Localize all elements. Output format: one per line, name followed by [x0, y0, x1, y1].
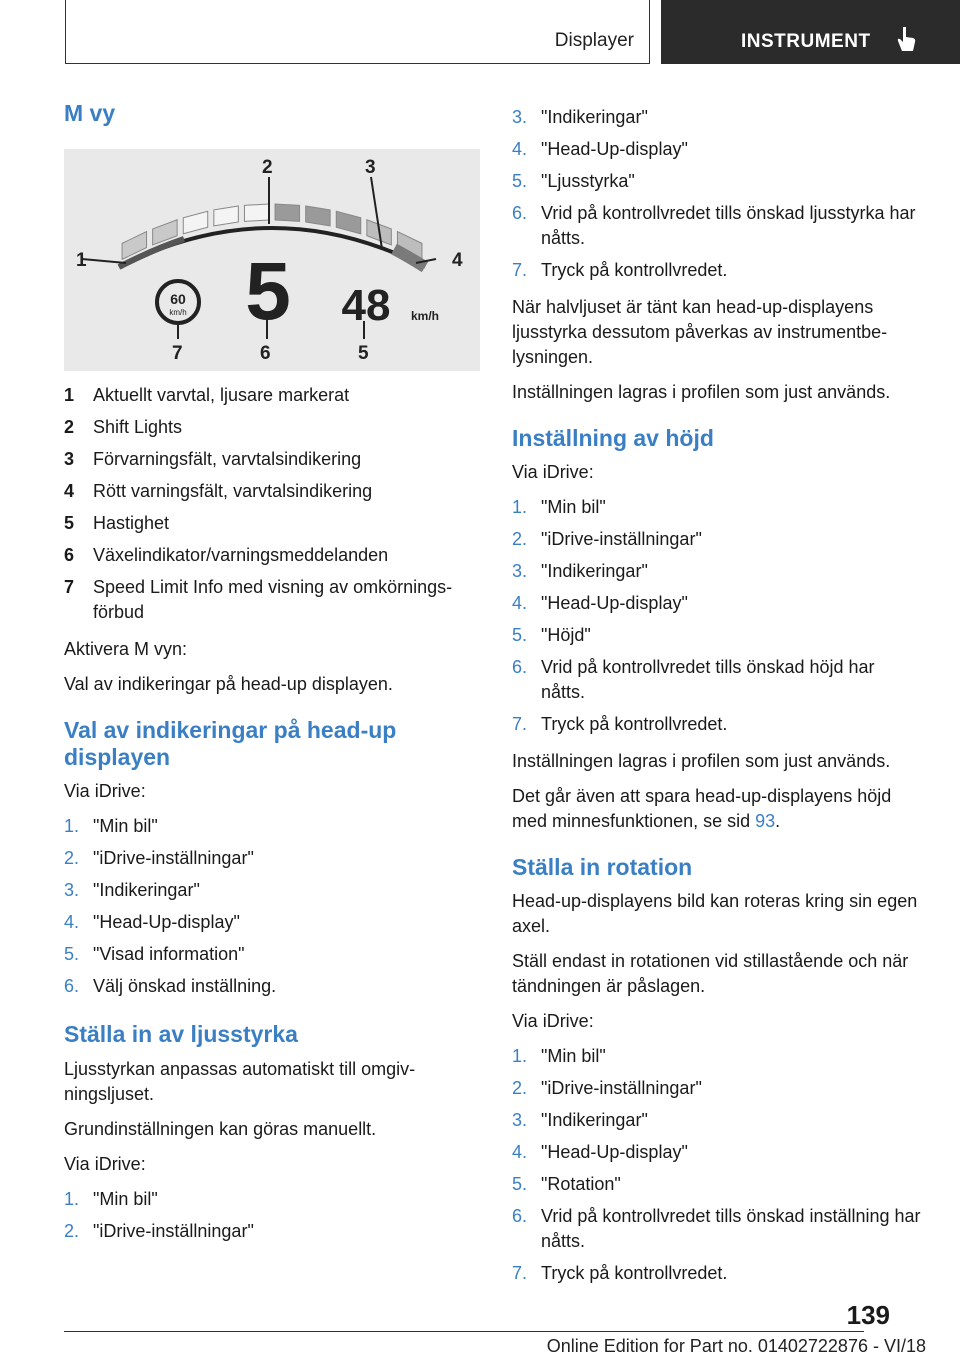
item-text: "Min bil" — [541, 497, 606, 518]
item-text: "Indikeringar" — [541, 561, 648, 582]
pointing-hand-icon — [895, 25, 919, 53]
saved-text-1: Inställningen lagras i profilen som just används. — [512, 382, 891, 402]
item-number: 4. — [512, 593, 528, 614]
shift-light-segment — [275, 204, 299, 221]
item-number: 2. — [64, 848, 80, 869]
shift-light-segment — [336, 211, 360, 234]
page-header — [0, 0, 960, 66]
list-item — [512, 527, 922, 552]
list-item — [64, 447, 480, 472]
item-number: 1. — [512, 497, 528, 518]
item-number: 7. — [512, 1263, 528, 1284]
item-number: 7 — [64, 577, 75, 598]
item-text: "Indikeringar" — [93, 880, 200, 901]
steps-ljus-b — [512, 105, 922, 283]
heading-val-av-indikeringar: Val av indikeringar på head-up displayen — [64, 717, 397, 771]
item-text: Vrid på kontrollvredet tills önskad inställning har nåtts. — [541, 1206, 921, 1252]
item-text: "Indikeringar" — [541, 107, 648, 127]
select-text: Val av indikeringar på head-up displayen. — [64, 674, 393, 695]
list-item — [512, 1140, 922, 1165]
item-number: 3 — [64, 449, 75, 470]
item-number: 7. — [512, 260, 528, 280]
item-text: "Head-Up-display" — [541, 139, 688, 159]
item-number: 7. — [512, 714, 528, 735]
item-text: "Indikeringar" — [541, 1110, 648, 1131]
via-idrive-4: Via iDrive: — [512, 1011, 594, 1032]
list-item — [512, 712, 922, 737]
item-number: 3. — [512, 107, 528, 127]
item-text: "Rotation" — [541, 1174, 621, 1195]
list-item — [512, 1172, 922, 1197]
item-number: 1. — [512, 1046, 528, 1067]
right-column — [512, 105, 922, 1298]
speed-value: 48 — [341, 281, 391, 331]
item-text: Tryck på kontrollvredet. — [541, 260, 728, 280]
item-number: 3. — [64, 880, 80, 901]
list-item — [64, 415, 480, 440]
item-text: "Min bil" — [93, 1188, 158, 1209]
item-number: 1. — [64, 816, 80, 837]
item-number: 4 — [64, 481, 75, 502]
speed-unit: km/h — [411, 309, 440, 324]
item-number: 5 — [64, 513, 75, 534]
item-number: 6. — [64, 976, 80, 997]
item-number: 1. — [64, 1188, 80, 1209]
halvljus-text: När halvljuset är tänt kan head-up-displayens ljusstyrka dessutom påverkas av instrumentbe-lysningen. — [512, 297, 888, 367]
heading-ljusstyrka: Ställa in av ljusstyrka — [64, 1021, 298, 1048]
item-number: 2. — [512, 1078, 528, 1099]
figure-legend — [64, 383, 480, 625]
item-text: Aktuellt varvtal, ljusare markerat — [93, 385, 350, 406]
list-item — [64, 1219, 480, 1244]
page-number: 139 — [846, 1300, 890, 1330]
item-number: 4. — [512, 1142, 528, 1163]
saved-text-2: Inställningen lagras i profilen som just används. — [512, 751, 891, 772]
item-text: "Visad information" — [93, 944, 245, 965]
steps-val — [64, 814, 480, 999]
item-text: Rött varningsfält, varvtalsindikering — [93, 481, 373, 502]
item-text: Tryck på kontrollvredet. — [541, 1263, 728, 1284]
item-text: "Head-Up-display" — [93, 912, 240, 933]
list-item — [512, 201, 922, 251]
item-text: "Ljusstyrka" — [541, 171, 635, 191]
item-text: "Höjd" — [541, 625, 591, 646]
item-number: 5. — [512, 625, 528, 646]
page-link-93[interactable]: 93 — [755, 811, 776, 832]
heading-rotation: Ställa in rotation — [512, 854, 693, 881]
item-text: Speed Limit Info med visning av omkörnings-förbud — [93, 577, 453, 623]
list-item — [64, 846, 480, 871]
chapter-tab — [661, 0, 960, 64]
list-item — [64, 910, 480, 935]
speed-limit-unit: km/h — [169, 308, 187, 318]
item-number: 4. — [512, 139, 528, 159]
hud-illustration — [64, 149, 480, 371]
item-text: Välj önskad inställning. — [93, 976, 277, 997]
list-item — [512, 591, 922, 616]
item-text: "Min bil" — [541, 1046, 606, 1067]
gear-indicator: 5 — [245, 246, 291, 338]
heading-hojd: Inställning av höjd — [512, 425, 714, 451]
chapter-title: INSTRUMENT — [741, 31, 871, 52]
steps-ljus-a — [64, 1187, 480, 1244]
hud-m-view-figure — [64, 149, 480, 371]
item-number: 1 — [64, 385, 75, 406]
callout-5: 5 — [358, 343, 369, 365]
item-number: 2. — [512, 529, 528, 550]
rot-text-1: Head-up-displayens bild kan roteras kring sin egen axel. — [512, 891, 918, 937]
via-idrive-1: Via iDrive: — [64, 781, 146, 802]
item-text: Tryck på kontrollvredet. — [541, 714, 728, 735]
shift-light-segment — [214, 206, 238, 226]
via-idrive-2: Via iDrive: — [64, 1153, 146, 1174]
list-item — [64, 878, 480, 903]
heading-m-vy: M vy — [64, 100, 116, 126]
item-text: "iDrive-inställningar" — [541, 1078, 702, 1099]
list-item — [512, 655, 922, 705]
list-item — [512, 258, 922, 283]
callout-4: 4 — [452, 250, 463, 272]
item-number: 6. — [512, 1206, 528, 1227]
item-text: Shift Lights — [93, 417, 183, 438]
item-text: Vrid på kontrollvredet tills önskad höjd har nåtts. — [541, 657, 875, 703]
item-text: "iDrive-inställningar" — [93, 848, 254, 869]
list-item — [512, 1076, 922, 1101]
list-item — [64, 479, 480, 504]
item-number: 2. — [64, 1220, 80, 1241]
list-item — [64, 543, 480, 568]
footer-rule — [64, 1331, 864, 1332]
ljus-text-2: Grundinställningen kan göras manuellt. — [64, 1118, 377, 1139]
steps-rotation — [512, 1044, 922, 1286]
item-number: 6. — [512, 657, 528, 678]
item-number: 5. — [64, 944, 80, 965]
left-column — [64, 100, 480, 1256]
item-number: 5. — [512, 1174, 528, 1195]
list-item — [512, 1108, 922, 1133]
list-item — [512, 623, 922, 648]
list-item — [64, 511, 480, 536]
callout-2: 2 — [262, 157, 273, 179]
callout-3: 3 — [365, 157, 376, 179]
list-item — [512, 105, 922, 130]
item-number: 6 — [64, 545, 75, 566]
list-item — [512, 137, 922, 162]
item-number: 3. — [512, 1110, 528, 1131]
shift-light-segment — [306, 206, 330, 226]
shift-light-segment — [244, 204, 268, 221]
item-text: Växelindikator/varningsmeddelanden — [93, 545, 389, 566]
item-text: Förvarningsfält, varvtalsindikering — [93, 449, 362, 470]
item-text: "Min bil" — [93, 816, 158, 837]
list-item — [512, 169, 922, 194]
edition-info: Online Edition for Part no. 01402722876 - VI/18 — [546, 1336, 926, 1356]
list-item — [512, 559, 922, 584]
speed-limit-value: 60 — [170, 291, 186, 308]
steps-hojd — [512, 495, 922, 737]
item-text: "Head-Up-display" — [541, 593, 688, 614]
item-number: 6. — [512, 203, 528, 223]
item-number: 4. — [64, 912, 80, 933]
memory-text: Det går även att spara head-up-displayens höjd med minnesfunktionen, se sid 93. — [512, 786, 892, 832]
list-item — [512, 1204, 922, 1254]
item-text: Hastighet — [93, 513, 170, 534]
item-number: 3. — [512, 561, 528, 582]
list-item — [64, 974, 480, 999]
rot-text-2: Ställ endast in rotationen vid stillastående och när tändningen är påslagen. — [512, 951, 909, 997]
callout-6: 6 — [260, 343, 271, 365]
ljus-text-1: Ljusstyrkan anpassas automatiskt till omgiv-ningsljuset. — [64, 1058, 416, 1104]
list-item — [64, 383, 480, 408]
item-number: 2 — [64, 417, 75, 438]
callout-1: 1 — [76, 250, 87, 272]
item-text: "iDrive-inställningar" — [93, 1220, 254, 1241]
list-item — [512, 495, 922, 520]
section-title: Displayer — [554, 30, 634, 51]
callout-7: 7 — [172, 343, 183, 365]
item-number: 5. — [512, 171, 528, 191]
item-text: "Head-Up-display" — [541, 1142, 688, 1163]
list-item — [512, 1261, 922, 1286]
shift-light-segment — [183, 211, 207, 234]
list-item — [512, 1044, 922, 1069]
list-item — [64, 1187, 480, 1212]
list-item — [64, 575, 480, 625]
item-text: "iDrive-inställningar" — [541, 529, 702, 550]
list-item — [64, 942, 480, 967]
via-idrive-3: Via iDrive: — [512, 462, 594, 483]
list-item — [64, 814, 480, 839]
activate-text: Aktivera M vyn: — [64, 639, 188, 660]
item-text: Vrid på kontrollvredet tills önskad ljusstyrka har nåtts. — [541, 203, 916, 248]
